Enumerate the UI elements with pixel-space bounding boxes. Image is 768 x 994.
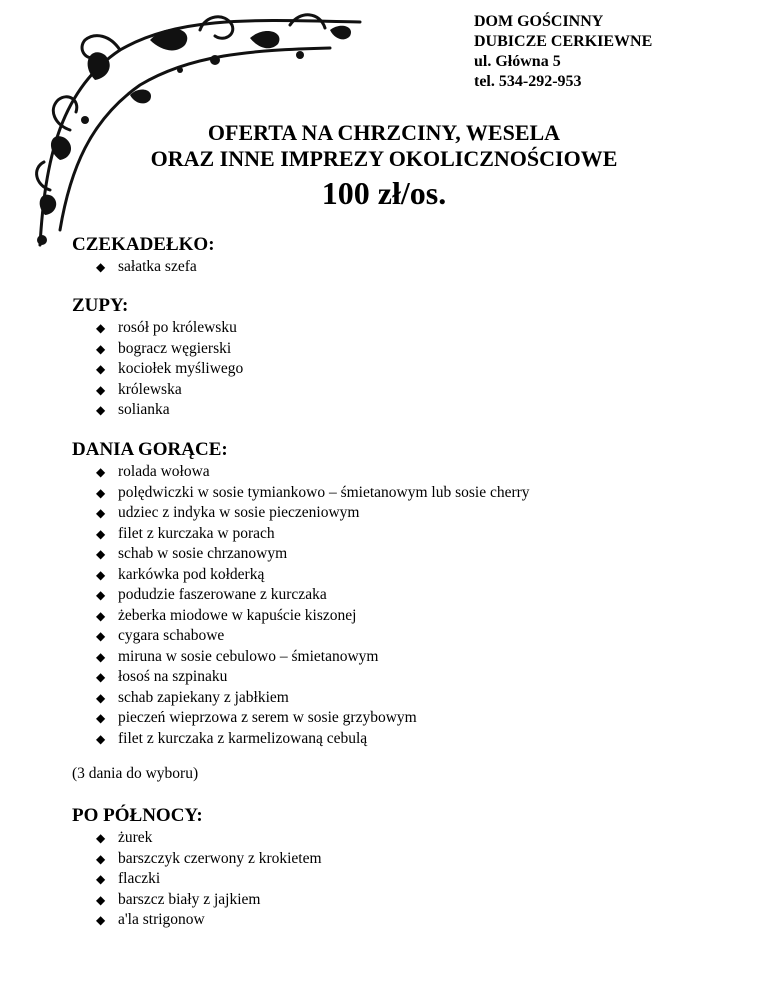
menu-item <box>96 647 530 668</box>
diamond-bullet-icon: ◆ <box>96 362 106 376</box>
menu-item <box>96 729 530 750</box>
menu-item-label: bogracz węgierski <box>118 339 232 357</box>
section-heading: PO PÓŁNOCY: <box>72 805 203 826</box>
section-heading: CZEKADEŁKO: <box>72 234 215 255</box>
menu-item-label: barszcz biały z jajkiem <box>118 890 261 908</box>
section-zupy <box>72 294 243 421</box>
diamond-bullet-icon: ◆ <box>96 731 106 746</box>
diamond-bullet-icon: ◆ <box>96 831 106 845</box>
diamond-bullet-icon: ◆ <box>96 341 106 356</box>
diamond-bullet-icon: ◆ <box>96 382 106 397</box>
diamond-bullet-icon: ◆ <box>96 260 106 274</box>
diamond-bullet-icon: ◆ <box>96 321 106 335</box>
menu-item <box>96 708 530 729</box>
menu-item-label: pieczeń wieprzowa z serem w sosie grzybowym <box>118 709 417 726</box>
menu-item <box>96 828 322 849</box>
menu-item <box>96 585 530 606</box>
menu-item <box>96 606 530 627</box>
menu-item <box>96 462 530 483</box>
section-heading: ZUPY: <box>72 295 129 316</box>
diamond-bullet-icon: ◆ <box>96 588 106 602</box>
diamond-bullet-icon: ◆ <box>96 465 106 479</box>
diamond-bullet-icon: ◆ <box>96 690 106 705</box>
menu-item-label: barszczyk czerwony z krokietem <box>118 849 322 867</box>
menu-item <box>96 910 322 931</box>
menu-item <box>96 565 530 586</box>
menu-item <box>96 359 243 380</box>
menu-list <box>72 828 322 931</box>
diamond-bullet-icon: ◆ <box>96 608 106 623</box>
menu-item <box>96 890 322 911</box>
diamond-bullet-icon: ◆ <box>96 649 106 664</box>
diamond-bullet-icon: ◆ <box>96 872 106 886</box>
diamond-bullet-icon: ◆ <box>96 506 106 520</box>
venue-phone: tel. 534-292-953 <box>474 73 582 90</box>
menu-item <box>96 688 530 709</box>
diamond-bullet-icon: ◆ <box>96 567 106 582</box>
diamond-bullet-icon: ◆ <box>96 547 106 561</box>
menu-item-label: cygara schabowe <box>118 627 225 644</box>
section-czekadelko <box>72 233 215 278</box>
menu-item <box>96 483 530 504</box>
menu-list <box>72 257 215 278</box>
menu-item-label: filet z kurczaka z karmelizowaną cebulą <box>118 729 368 747</box>
title-line-1: OFERTA NA CHRZCINY, WESELA <box>207 120 561 145</box>
diamond-bullet-icon: ◆ <box>96 711 106 725</box>
section-dania-gorace <box>72 438 530 749</box>
menu-item-label: żeberka miodowe w kapuście kiszonej <box>118 606 357 624</box>
menu-item <box>96 380 243 401</box>
venue-location: DUBICZE CERKIEWNE <box>474 33 653 50</box>
menu-item-label: polędwiczki w sosie tymiankowo – śmietanowym lub sosie cherry <box>118 483 530 501</box>
menu-item-label: karkówka pod kołderką <box>118 565 265 583</box>
menu-item-label: żurek <box>118 829 153 846</box>
title-line-2: ORAZ INNE IMPREZY OKOLICZNOŚCIOWE <box>150 146 618 171</box>
diamond-bullet-icon: ◆ <box>96 526 106 541</box>
menu-item <box>96 400 243 421</box>
venue-name: DOM GOŚCINNY <box>474 13 604 30</box>
menu-item-label: podudzie faszerowane z kurczaka <box>118 586 327 603</box>
venue-address: ul. Główna 5 <box>474 53 561 70</box>
menu-item-label: rosół po królewsku <box>118 319 237 336</box>
diamond-bullet-icon: ◆ <box>96 670 106 684</box>
price-per-person: 100 zł/os. <box>321 175 447 211</box>
menu-item <box>96 849 322 870</box>
menu-item <box>96 503 530 524</box>
menu-item-label: miruna w sosie cebulowo – śmietanowym <box>118 647 379 665</box>
menu-item <box>96 524 530 545</box>
menu-item-label: schab w sosie chrzanowym <box>118 545 288 562</box>
menu-item-label: flaczki <box>118 870 161 887</box>
diamond-bullet-icon: ◆ <box>96 485 106 500</box>
menu-item-label: udziec z indyka w sosie pieczeniowym <box>118 504 360 521</box>
menu-item-label: sałatka szefa <box>118 258 197 275</box>
menu-item-label: schab zapiekany z jabłkiem <box>118 688 289 706</box>
section-heading: DANIA GORĄCE: <box>72 439 228 460</box>
menu-item-label: kociołek myśliwego <box>118 360 244 377</box>
menu-item-label: a'la strigonow <box>118 911 205 928</box>
diamond-bullet-icon: ◆ <box>96 403 106 417</box>
menu-item-label: królewska <box>118 380 182 398</box>
menu-item <box>96 318 243 339</box>
diamond-bullet-icon: ◆ <box>96 851 106 866</box>
diamond-bullet-icon: ◆ <box>96 892 106 907</box>
menu-item-label: łosoś na szpinaku <box>118 668 228 685</box>
contact-block <box>474 12 652 92</box>
choice-note: (3 dania do wyboru) <box>72 765 199 782</box>
menu-item <box>96 869 322 890</box>
section-po-polnocy <box>72 804 322 931</box>
menu-item-label: solianka <box>118 401 170 418</box>
offer-title <box>0 120 768 172</box>
diamond-bullet-icon: ◆ <box>96 629 106 643</box>
menu-item <box>96 626 530 647</box>
menu-list <box>72 318 243 421</box>
menu-item <box>96 544 530 565</box>
menu-item-label: rolada wołowa <box>118 463 210 480</box>
menu-list <box>72 462 530 749</box>
diamond-bullet-icon: ◆ <box>96 913 106 927</box>
menu-item <box>96 339 243 360</box>
menu-item <box>96 667 530 688</box>
menu-item-label: filet z kurczaka w porach <box>118 524 275 542</box>
menu-item <box>96 257 215 278</box>
